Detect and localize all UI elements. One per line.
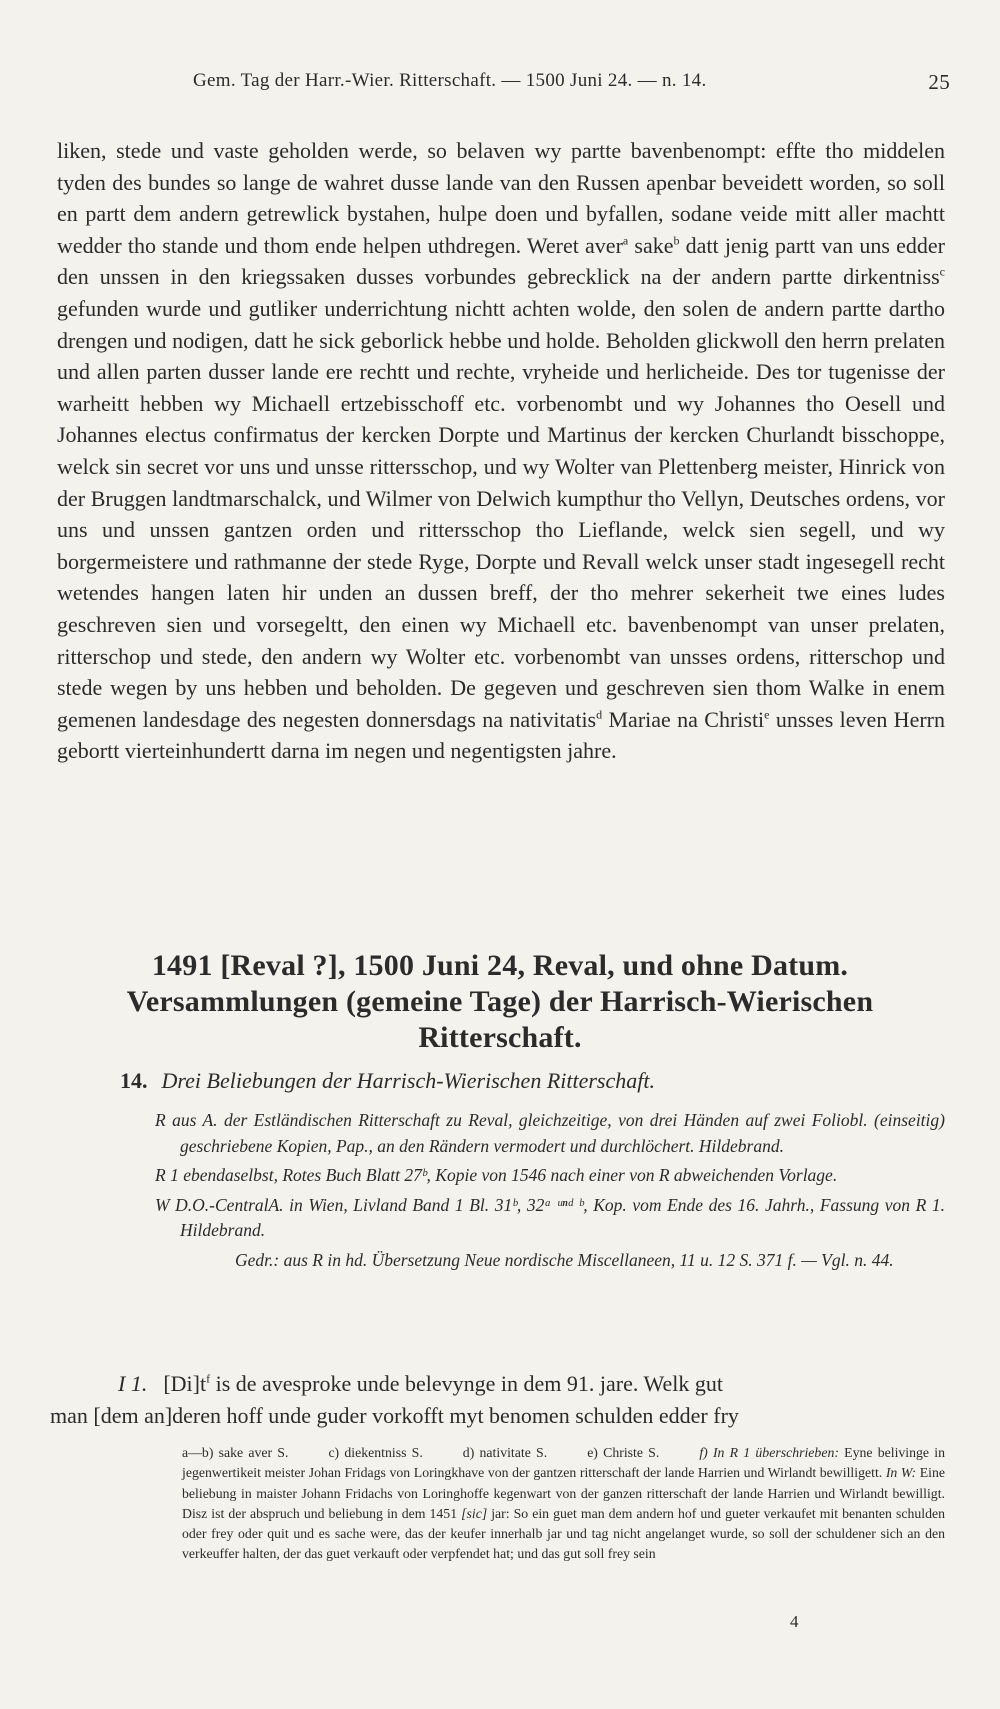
heading-line: Ritterschaft.	[418, 1021, 582, 1054]
footnote-marker: c	[939, 265, 945, 280]
footnote-line: a—b) sake aver S. c) diekentniss S. d) nativitate S. e) Christe S. f) In R 1 überschrieben: Eyne belivinge in jegenwertikeit meister Johan Fridags von Loringkhave von der gantzen ritterschaft der lande Harrien und Wirlandt bewilligett. In W: Eine beliebung in maister Johann Fridachs von Loringhoffe kegenwart von der ganzen ritterschaft der lande Harrien und Wirlandt bewilligt. Disz ist der abspruch und beliebung in dem 1451 [sic] jar: So ein guet man dem andern hof und gueter verkaufet mit benanten schulden oder frey oder quit und es sache were, das der keufer innerhalb jar und tag nicht angelanget wurde, so soll der schuldener sich an den verkeuffer halten, der das guet verkauft oder verpfendet hat; und das gut soll frey sein	[182, 1445, 945, 1562]
footnote-marker: e	[764, 707, 770, 722]
heading-line: 1491 [Reval ?], 1500 Juni 24, Reval, und ohne Datum.	[151, 949, 849, 982]
section-number: I 1.	[118, 1371, 148, 1396]
source-entry: W D.O.-CentralA. in Wien, Livland Band 1 Bl. 31ᵇ, 32ᵃ ᵘⁿᵈ ᵇ, Kop. vom Ende des 16. Jahrh., Fassung von R 1. Hildebrand.	[155, 1194, 945, 1240]
text-line: man [dem an]deren hoff unde guder vorkofft myt benomen schulden edder fry	[50, 1403, 739, 1428]
footnote-marker: f	[206, 1371, 211, 1386]
page-number: 25	[928, 70, 950, 94]
source-entry: R 1 ebendaselbst, Rotes Buch Blatt 27ᵇ, Kopie von 1546 nach einer von R abweichenden Vorlage.	[155, 1165, 838, 1185]
footnotes	[182, 1443, 945, 1565]
document-title-text: Drei Beliebungen der Harrisch-Wierischen Ritterschaft.	[161, 1068, 655, 1093]
document-text	[50, 1368, 945, 1432]
printed-editions: Gedr.: aus R in hd. Übersetzung Neue nordische Miscellaneen, 11 u. 12 S. 371 f. — Vgl. n. 44.	[235, 1249, 894, 1270]
footnote-marker: d	[596, 707, 603, 722]
source-entry: R aus A. der Estländischen Ritterschaft zu Reval, gleichzeitige, von drei Händen auf zwei Foliobl. (einseitig) geschriebene Kopien, Pap., an den Rändern vermodert und durchlöchert. Hildebrand.	[155, 1110, 945, 1156]
document-number: 14.	[120, 1068, 148, 1093]
heading-line: Versammlungen (gemeine Tage) der Harrisch-Wierischen	[126, 985, 874, 1018]
source-list	[155, 1108, 945, 1273]
main-text	[57, 135, 945, 767]
text-line: I 1. $[Di]t^f$ is de avesproke unde belevynge in dem 91. jare. Welk gut	[118, 1371, 723, 1396]
document-title	[120, 1068, 950, 1094]
footnote-marker: b	[673, 233, 680, 248]
header-title: Gem. Tag der Harr.-Wier. Ritterschaft. — 1500 Juni 24. — n. 14.	[193, 70, 707, 91]
footnote-marker: a	[622, 233, 629, 248]
signature-mark: 4	[790, 1612, 799, 1631]
section-heading	[40, 948, 960, 1056]
paragraph: liken, stede und vaste geholden werde, so belaven wy partte bavenbenompt: effte tho middelen tyden des bundes so lange de wahret dusse lande van den Russen apenbar beveidett worden, so soll en partt dem andern getrewlick bystahen, hulpe doen und byfallen, sodane veide mitt aller machtt wedder tho stande und thom ende helpen uthdregen. Weret aver$^a$ sake$^b$ datt jenig partt van uns edder den unssen in den kriegssaken dusses vorbundes gebrecklick na der andern partte dirkentniss$^c$ gefunden wurde und gutliker underrichtung nichtt achten wolde, den solen de andern partte dartho drengen und nodigen, datt he sick geborlick hebbe und holde. Beholden glickwoll den herrn prelaten und allen parten dusser lande ere rechtt und rechte, vryheide und herlicheide. Des tor tugenisse der warheitt hebben wy Michaell ertzebisschoff etc. vorbenombt und wy Johannes tho Oesell und Johannes electus confirmatus der kercken Dorpte und Martinus der kercken Churlandt bisschoppe, welck sin secret vor uns und unsse rittersschop, und wy Wolter van Plettenberg meister, Hinrick von der Bruggen landtmarschalck, und Wilmer von Delwich kumpthur tho Vellyn, Deutsches ordens, vor uns und unssen gantzen orden und rittersschop tho Lieflande, welck sien segell, und wy borgermeistere und rathmanne der stede Ryge, Dorpte und Revall welck unser stadt ingesegell recht wetendes hangen laten hir unden an dussen breff, der tho mehrer sekerheit twe eines ludes geschreven sien und vorsegeltt, den einen wy Michaell etc. bavenbenompt van unser prelaten, ritterschop und stede, den andern wy Wolter etc. vorbenombt van unsses ordens, ritterschop und stede wegen by uns hebben und beholden. De gegeven und geschreven sien thom Walke in enem gemenen landesdage des negesten donnersdags na nativitatis$^d$ Mariae na Christi$^e$ unsses leven Herrn gebortt vierteinhundertt darna im negen und negentigsten jahre.	[57, 138, 945, 764]
